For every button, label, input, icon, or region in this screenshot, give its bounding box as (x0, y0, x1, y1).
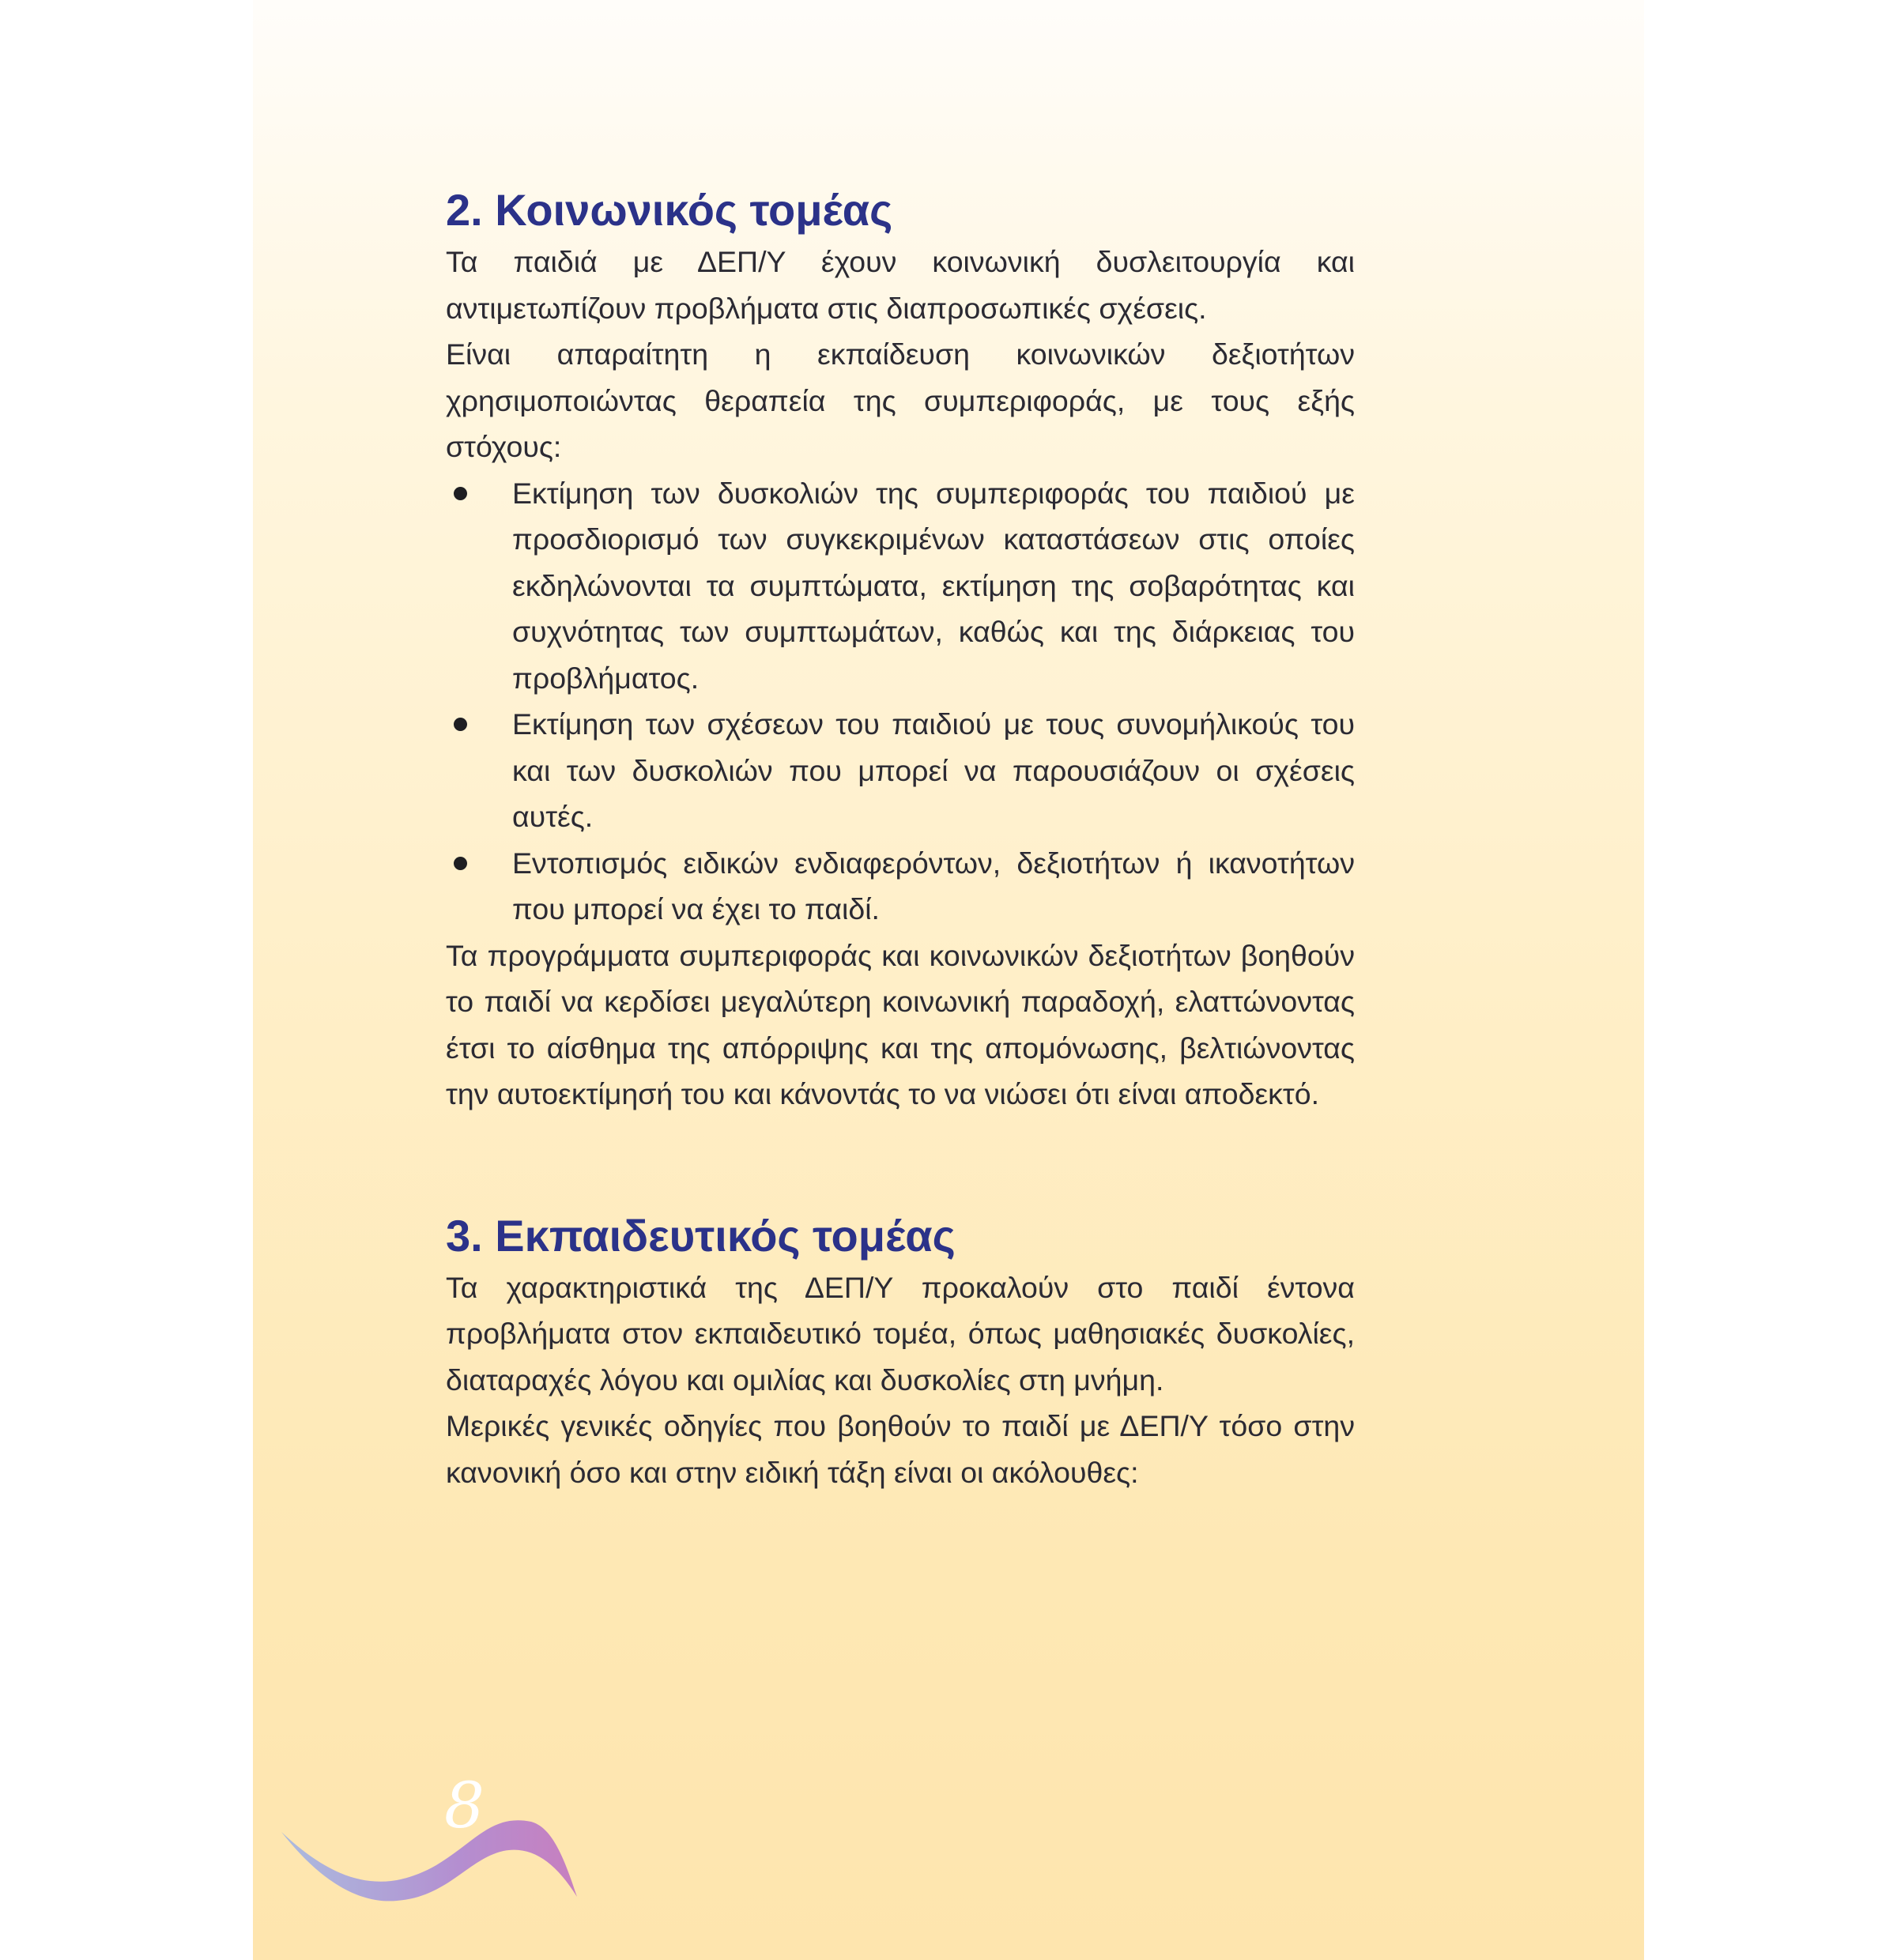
section-2-heading: 2. Κοινωνικός τομέας (446, 185, 893, 235)
bullet-icon (454, 718, 467, 731)
document-body (446, 183, 1355, 1495)
list-item: Εκτίμηση των σχέσεων του παιδιού με τους συνομήλικούς του και των δυσκολιών που μπορεί να παρουσιάζουν οι σχέσεις αυτές. (446, 701, 1355, 840)
bullet-icon (454, 857, 467, 870)
section-2-intro-paragraph-2: Είναι απαραίτητη η εκπαίδευση κοινωνικών δεξιοτήτων χρησιμοποιώντας θεραπεία της συμπεριφοράς, με τους εξής στόχους: (446, 337, 1355, 463)
list-item: Εκτίμηση των δυσκολιών της συμπεριφοράς του παιδιού με προσδιορισμό των συγκεκριμένων καταστάσεων στις οποίες εκδηλώνονται τα συμπτώματα, εκτίμηση της σοβαρότητας και συχνότητας των συμπτωμάτων, καθώς και της διάρκειας του προβλήματος. (446, 470, 1355, 702)
page-number: 8 (444, 1769, 485, 1842)
section-3-heading: 3. Εκπαιδευτικός τομέας (446, 1210, 956, 1261)
section-2-intro-paragraph-1: Τα παιδιά με ΔΕΠ/Υ έχουν κοινωνική δυσλειτουργία και αντιμετωπίζουν προβλήματα στις διαπροσωπικές σχέσεις. (446, 245, 1355, 325)
section-2-closing-paragraph: Τα προγράμματα συμπεριφοράς και κοινωνικών δεξιοτήτων βοηθούν το παιδί να κερδίσει μεγαλύτερη κοινωνική παραδοχή, ελαττώνοντας έτσι το αίσθημα της απόρριψης και της απομόνωσης, βελτιώνοντας την αυτοεκτίμησή του και κάνοντάς το να νιώσει ότι είναι αποδεκτό. (446, 938, 1355, 1110)
section-3-paragraph-1: Τα χαρακτηριστικά της ΔΕΠ/Υ προκαλούν στο παιδί έντονα προβλήματα στον εκπαιδευτικό τομέα, όπως μαθησιακές δυσκολίες, διαταραχές λόγου και ομιλίας και δυσκολίες στη μνήμη. (446, 1270, 1355, 1396)
section-2-goals-list (446, 470, 1355, 933)
list-item: Εντοπισμός ειδικών ενδιαφερόντων, δεξιοτήτων ή ικανοτήτων που μπορεί να έχει το παιδί. (446, 840, 1355, 933)
section-3-paragraph-2: Μερικές γενικές οδηγίες που βοηθούν το παιδί με ΔΕΠ/Υ τόσο στην κανονική όσο και στην ειδική τάξη είναι οι ακόλουθες: (446, 1409, 1355, 1489)
page-swoosh-decoration (278, 1786, 579, 1913)
bullet-icon (454, 487, 467, 500)
